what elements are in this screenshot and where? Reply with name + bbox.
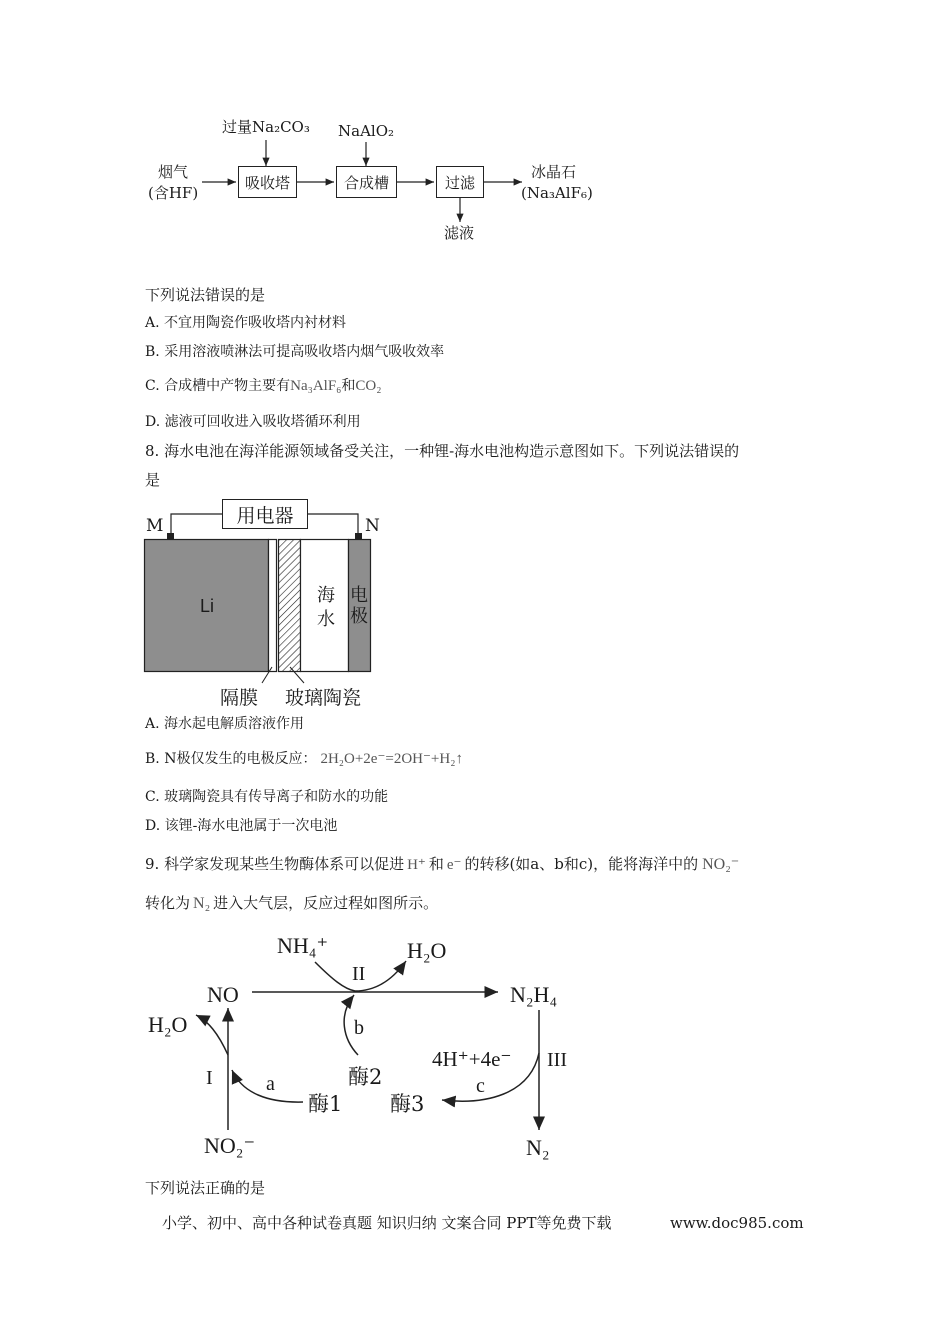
q9-nitrogen: N₂ [193, 895, 211, 912]
q9-electron: e⁻ [446, 857, 462, 873]
q7-option-c [145, 379, 382, 394]
flow-arrows [0, 0, 950, 260]
input-flue-gas-note: (含HF) [148, 184, 199, 202]
enzyme-3-label: 酶3 [390, 1092, 425, 1116]
protons-electrons-label: 4H⁺+4e⁻ [432, 1047, 512, 1071]
q7-option-c-and: 和 [341, 378, 356, 394]
q7-option-a: A. 不宜用陶瓷作吸收塔内衬材料 [145, 315, 347, 331]
q8-stem-line2: 是 [145, 471, 161, 489]
load-device-box: 用电器 [222, 499, 308, 529]
enzyme-1-label: 酶1 [308, 1092, 343, 1116]
q8-option-c: C. 玻璃陶瓷具有传导离子和防水的功能 [145, 789, 389, 805]
pathway-b-label: b [354, 1017, 364, 1039]
q7-stem: 下列说法错误的是 [145, 286, 266, 304]
q7-option-d: D. 滤液可回收进入吸收塔循环利用 [145, 414, 361, 430]
separator-label: 隔膜 [220, 687, 259, 709]
nitrogen-cycle-diagram [140, 925, 600, 1170]
electrode-label-2: 极 [350, 606, 368, 627]
q7-option-c-formula-co2: CO₂ [355, 378, 382, 394]
pathway-a-label: a [266, 1073, 275, 1095]
box-synthesis-tank: 合成槽 [336, 166, 397, 198]
q8-option-d: D. 该锂-海水电池属于一次电池 [145, 818, 338, 834]
q7-option-b: B. 采用溶液喷淋法可提高吸收塔内烟气吸收效率 [145, 344, 445, 360]
output-cryolite-formula: (Na₃AlF₆) [521, 184, 593, 202]
q9-stem-text-d: 进入大气层，反应过程如图所示。 [213, 894, 439, 912]
nitric-oxide-label: NO [207, 982, 239, 1007]
battery-diagram [140, 495, 380, 710]
process-flow-diagram [0, 0, 950, 260]
q7-option-c-formula-cryolite: Na₃AlF₆ [290, 378, 342, 394]
q8-stem-line1: 8. 海水电池在海洋能源领域备受关注，一种锂-海水电池构造示意图如下。下列说法错误的 [145, 442, 740, 460]
nitrite-label: NO₂⁻ [204, 1133, 256, 1158]
q8-option-b-formula: 2H₂O+2e⁻=2OH⁻+H₂↑ [320, 751, 463, 767]
box-absorption-tower: 吸收塔 [238, 166, 297, 198]
seawater-label-2: 水 [317, 609, 335, 630]
q9-nitrite: NO₂⁻ [702, 856, 740, 873]
step-iii-label: III [547, 1049, 567, 1071]
hydrazine-label: N₂H₄ [510, 982, 558, 1007]
q8-option-b-text: B. N极仅发生的电极反应： [145, 751, 317, 767]
q9-stem-line2 [145, 896, 438, 912]
output-filtrate: 滤液 [444, 224, 475, 242]
q9-stem-line1 [145, 857, 739, 873]
pathway-c-label: c [476, 1075, 485, 1097]
footer-site-link[interactable]: www.doc985.com [670, 1214, 804, 1232]
q8-option-a: A. 海水起电解质溶液作用 [145, 716, 305, 732]
output-cryolite: 冰晶石 [531, 163, 577, 181]
water-top-label: H₂O [407, 938, 447, 963]
box-filtration: 过滤 [436, 166, 484, 198]
input-flue-gas: 烟气 [158, 163, 189, 181]
q9-stem-text-c: 转化为 [145, 894, 191, 912]
q9-stem-and: 和 [428, 855, 444, 873]
q9-stem-text-a: 9. 科学家发现某些生物酶体系可以促进 [145, 855, 405, 873]
q8-option-b [145, 752, 463, 767]
q9-stem-end: 下列说法正确的是 [145, 1179, 266, 1197]
q7-option-c-text: C. 合成槽中产物主要有 [145, 378, 291, 394]
reagent-sodium-aluminate: NaAlO₂ [338, 122, 395, 140]
water-left-label: H₂O [148, 1012, 188, 1037]
footer-promo-text: 小学、初中、高中各种试卷真题 知识归纳 文案合同 PPT等免费下载 [162, 1214, 612, 1232]
q9-stem-text-b: 的转移(如a、b和c)，能将海洋中的 [464, 855, 699, 873]
ammonium-label: NH₄⁺ [277, 933, 329, 958]
seawater-label-1: 海 [317, 585, 335, 606]
nitrogen-gas-label: N₂ [526, 1135, 550, 1160]
terminal-n-label: N [365, 516, 380, 536]
enzyme-2-label: 酶2 [348, 1065, 383, 1089]
q9-hydrogen-ion: H⁺ [407, 857, 426, 873]
glass-ceramic-label: 玻璃陶瓷 [285, 687, 362, 709]
electrode-label-1: 电 [350, 585, 368, 606]
step-ii-label: II [352, 963, 366, 985]
lithium-label: Li [200, 596, 215, 616]
step-i-label: I [206, 1067, 213, 1089]
terminal-m-label: M [146, 516, 164, 536]
reagent-sodium-carbonate: 过量Na₂CO₃ [222, 118, 310, 136]
